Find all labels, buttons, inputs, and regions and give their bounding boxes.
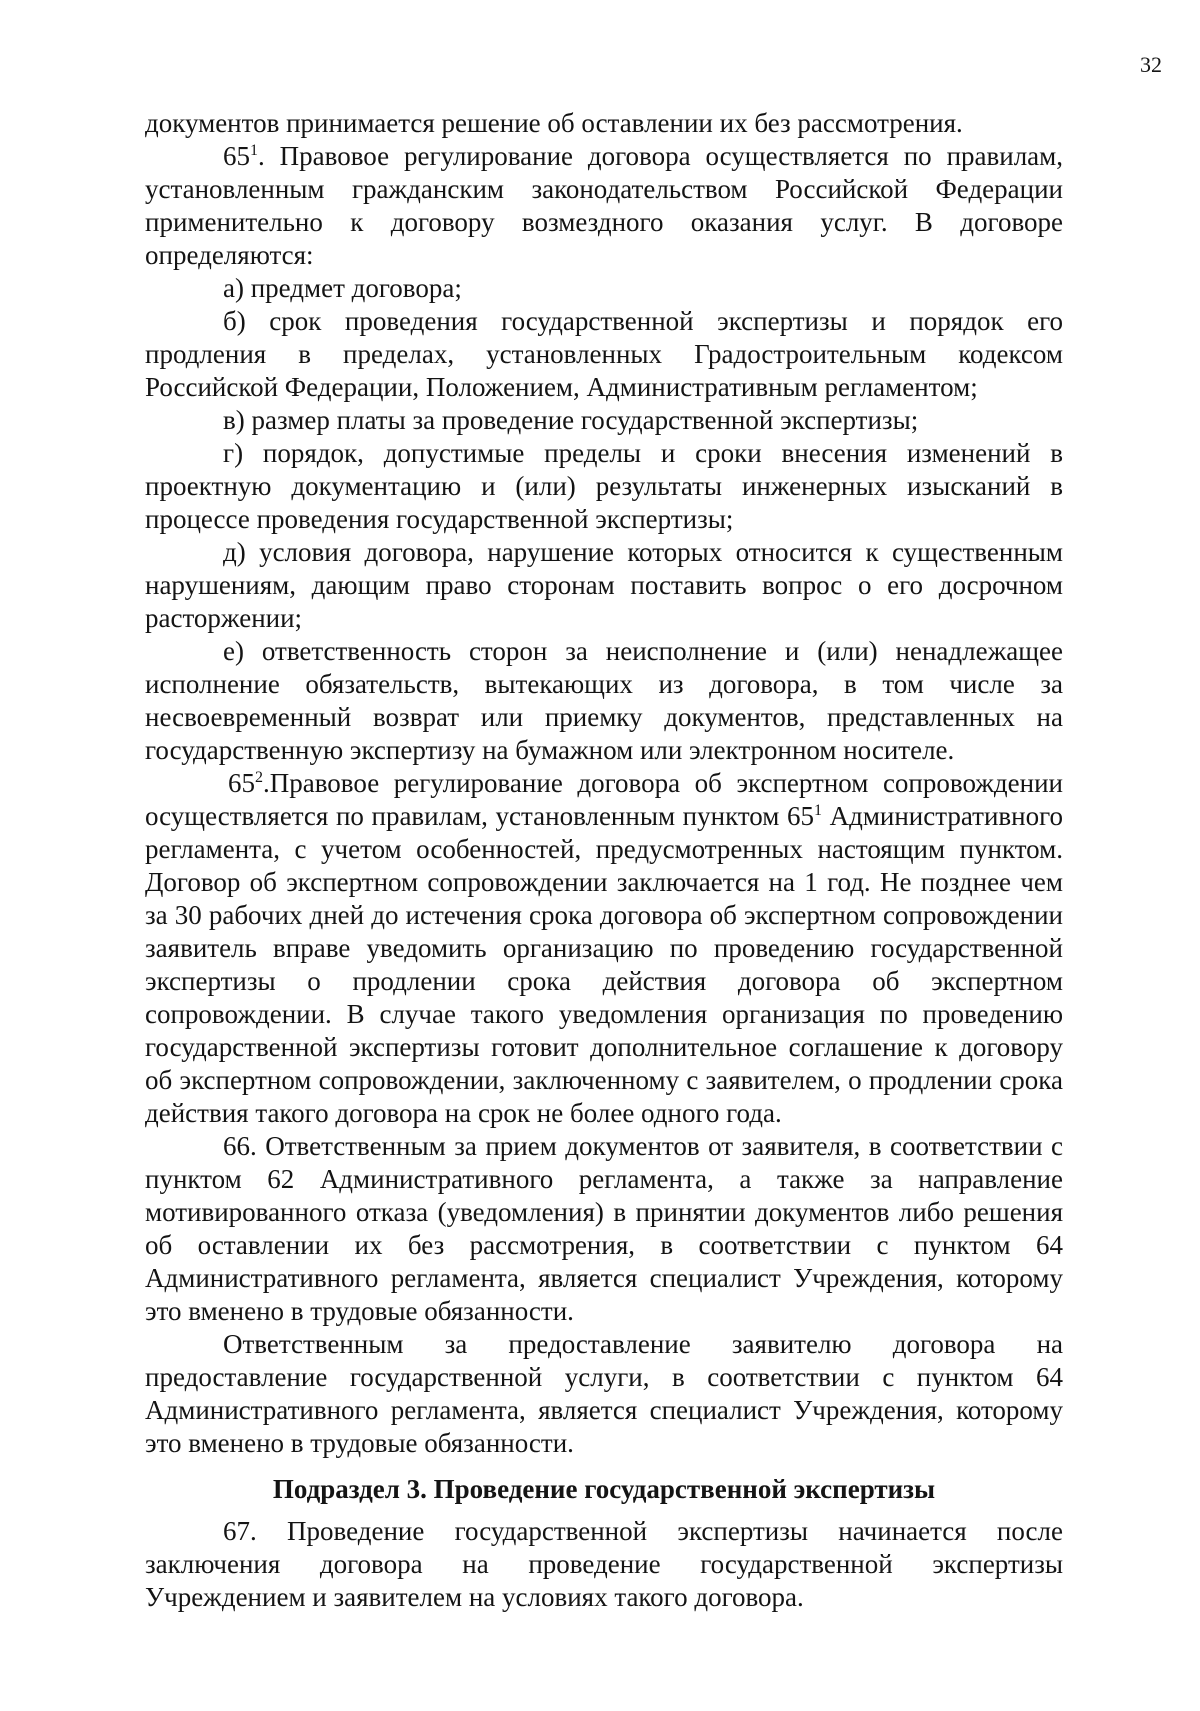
list-item-b: б) срок проведения государственной экспертизы и порядок его продления в пределах, установленных Градостроительным кодексом Российской Федерации, Положением, Административным регламентом; xyxy=(145,306,1063,402)
paragraph-text: .Правовое регулирование договора об экспертном сопровождении осуществляется по правилам, установленным пунктом 65 xyxy=(145,768,1063,831)
paragraph-66: 66. Ответственным за прием документов от заявителя, в соответствии с пунктом 62 Административного регламента, а также за направление мотивированного отказа (уведомления) в принятии документов либо решения об оставлении их без рассмотрения, в соответствии с пунктом 64 Административного регламента, является специалист Учреждения, которому это вменено в трудовые обязанности. xyxy=(145,1131,1063,1326)
paragraph-66-continued: Ответственным за предоставление заявителю договора на предоставление государственной услуги, в соответствии с пунктом 64 Административного регламента, является специалист Учреждения, которому это вменено в трудовые обязанности. xyxy=(145,1329,1063,1458)
list-item-d: д) условия договора, нарушение которых относится к существенным нарушениям, дающим право сторонам поставить вопрос о его досрочном расторжении; xyxy=(145,537,1063,633)
paragraph-text: . Правовое регулирование договора осуществляется по правилам, установленным гражданским законодательством Российской Федерации применительно к договору возмездного оказания услуг. В договоре определяются: xyxy=(145,141,1063,270)
reference-superscript: 1 xyxy=(813,802,822,819)
clause-number: 65 xyxy=(223,141,250,171)
list-item-e: е) ответственность сторон за неисполнение и (или) ненадлежащее исполнение обязательств, вытекающих из договора, в том числе за несвоевременный возврат или приемку документов, представленных на государственную экспертизу на бумажном или электронном носителе. xyxy=(145,636,1063,765)
paragraph-continuation: документов принимается решение об оставлении их без рассмотрения. xyxy=(145,108,963,138)
subsection-heading: Подраздел 3. Проведение государственной экспертизы xyxy=(272,1474,936,1504)
list-item-v: в) размер платы за проведение государственной экспертизы; xyxy=(223,405,919,435)
clause-superscript: 1 xyxy=(250,142,258,159)
list-item-a: а) предмет договора; xyxy=(223,273,462,303)
clause-number: 65 xyxy=(228,768,255,798)
page-number: 32 xyxy=(1140,52,1162,77)
clause-superscript: 2 xyxy=(255,769,263,786)
document-body xyxy=(145,107,1063,1614)
list-item-g: г) порядок, допустимые пределы и сроки внесения изменений в проектную документацию и (или) результаты инженерных изысканий в процессе проведения государственной экспертизы; xyxy=(145,438,1063,534)
paragraph-65-2 xyxy=(145,767,1063,1130)
paragraph-67: 67. Проведение государственной экспертизы начинается после заключения договора на проведение государственной экспертизы Учреждением и заявителем на условиях такого договора. xyxy=(145,1516,1063,1612)
paragraph-text: Административного регламента, с учетом особенностей, предусмотренных настоящим пунктом. Договор об экспертном сопровождении заключается на 1 год. Не позднее чем за 30 рабочих дней до истечения срока договора об экспертном сопровождении заявитель вправе уведомить организацию по проведению государственной экспертизы о продлении срока действия договора об экспертном сопровождении. В случае такого уведомления организация по проведению государственной экспертизы готовит дополнительное соглашение к договору об экспертном сопровождении, заключенному с заявителем, о продлении срока действия такого договора на срок не более одного года. xyxy=(145,801,1063,1128)
paragraph-65-1 xyxy=(145,140,1063,272)
